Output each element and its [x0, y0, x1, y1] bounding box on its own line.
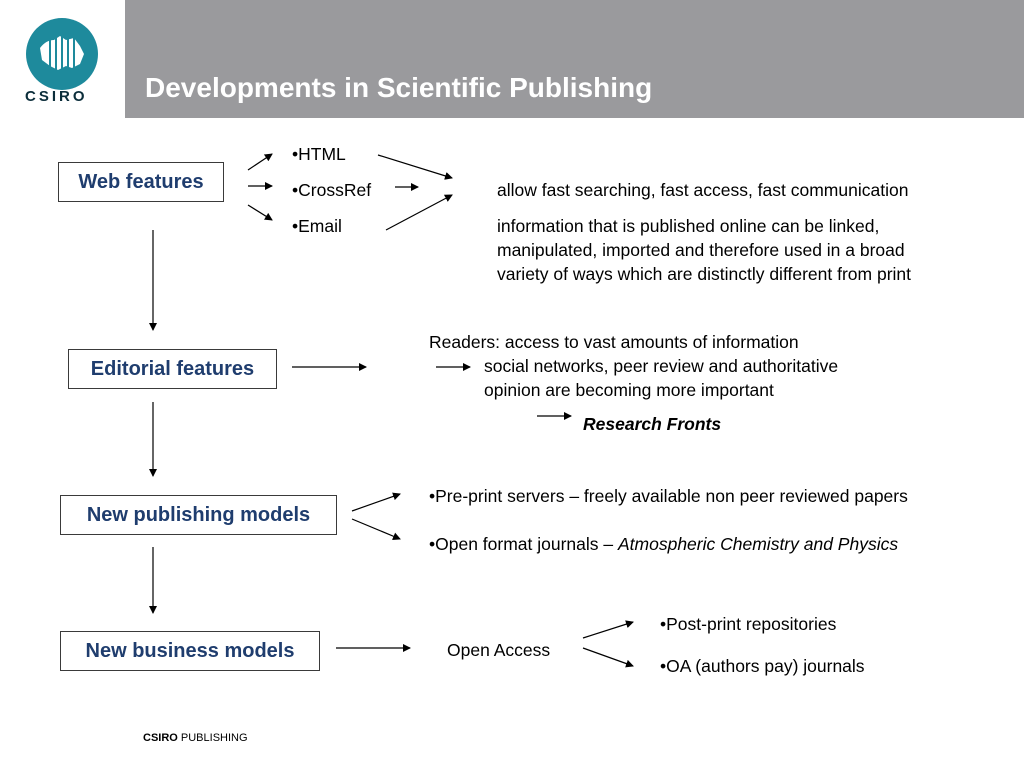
preprint-servers-text: •Pre-print servers – freely available non peer reviewed papers [429, 486, 908, 506]
new-publishing-models-box: New publishing models [60, 495, 337, 535]
csiro-logo-icon [26, 18, 98, 90]
open-access-label: Open Access [447, 640, 551, 660]
open-format-journal-name: Atmospheric Chemistry and Physics [618, 534, 899, 554]
web-info-line-2: manipulated, imported and therefore used in a broad [497, 240, 905, 260]
web-info-line-3: variety of ways which are distinctly different from print [497, 264, 912, 284]
open-format-journals-text [429, 532, 898, 556]
new-business-models-box: New business models [60, 631, 320, 671]
footer-brand: CSIRO [143, 732, 178, 744]
research-fronts-label: Research Fronts [583, 414, 722, 434]
footer [143, 732, 248, 744]
slide-title: Developments in Scientific Publishing [145, 72, 653, 103]
web-info-line-1: information that is published online can be linked, [497, 216, 880, 236]
web-item-crossref: •CrossRef [292, 180, 372, 200]
web-item-email: •Email [292, 216, 342, 236]
footer-label: PUBLISHING [180, 732, 248, 744]
logo-area [0, 0, 125, 118]
logo-text: CSIRO [25, 88, 88, 105]
open-format-prefix: •Open format journals – [429, 534, 618, 554]
web-benefit-text: allow fast searching, fast access, fast communication [497, 180, 909, 200]
editorial-features-box: Editorial features [68, 349, 277, 389]
editorial-readers-text: Readers: access to vast amounts of information [429, 332, 799, 352]
editorial-social-line-1: social networks, peer review and authoritative [484, 356, 839, 376]
web-item-html: •HTML [292, 144, 346, 164]
web-features-box: Web features [58, 162, 224, 202]
editorial-social-line-2: opinion are becoming more important [484, 380, 774, 400]
oa-journals-text: •OA (authors pay) journals [660, 656, 865, 676]
postprint-repositories-text: •Post-print repositories [660, 614, 837, 634]
